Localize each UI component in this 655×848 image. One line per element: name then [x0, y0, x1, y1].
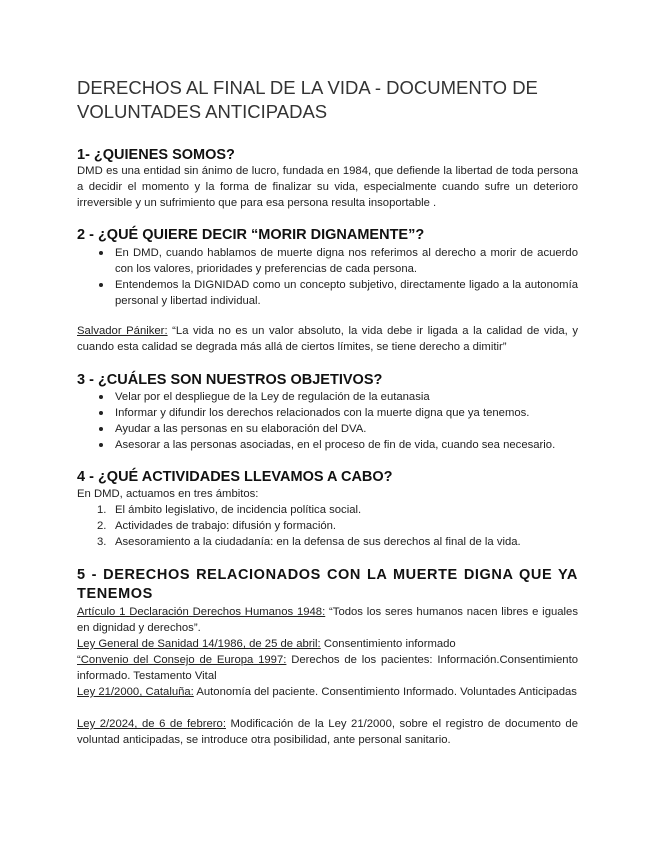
law-description: Autonomía del paciente. Consentimiento Informado. Voluntades Anticipadas [193, 686, 577, 698]
list-item-text: Asesoramiento a la ciudadanía: en la defensa de sus derechos al final de la vida. [115, 536, 521, 548]
law-reference: “Convenio del Consejo de Europa 1997: [77, 654, 287, 666]
law-ley-21-2000 [77, 684, 578, 700]
law-reference: Ley 21/2000, Cataluña: [77, 686, 194, 698]
section-4-numbered-list [77, 502, 578, 550]
section-1-body: DMD es una entidad sin ánimo de lucro, fundada en 1984, que defiende la libertad de toda persona a decidir el momento y la forma de finalizar su vida, especialmente cuando sufre un deterioro irreversible y un sufrimiento que para esa persona resulta insoportable . [77, 165, 578, 209]
law-convenio-europa [77, 652, 578, 684]
law-reference: Ley General de Sanidad 14/1986, de 25 de abril: [77, 638, 321, 650]
section-4-intro: En DMD, actuamos en tres ámbitos: [77, 488, 259, 500]
law-ley-2-2024 [77, 716, 578, 748]
law-reference: Artículo 1 Declaración Derechos Humanos 1948: [77, 606, 326, 618]
quote-text: “La vida no es un valor absoluto, la vida debe ir ligada a la calidad de vida, y cuando esta calidad se degrada más allá de ciertos límites, se tiene derecho a dimitir” [77, 325, 579, 353]
section-4-heading: 4 - ¿QUÉ ACTIVIDADES LLEVAMOS A CABO? [77, 469, 393, 485]
list-item [77, 518, 578, 534]
law-description: Derechos de los pacientes: Información.Consentimiento informado. Testamento Vital [77, 654, 578, 682]
list-item [77, 502, 578, 518]
section-1-heading: 1- ¿QUIENES SOMOS? [77, 147, 235, 163]
list-item-text: Actividades de trabajo: difusión y formación. [115, 520, 337, 532]
document-title: DERECHOS AL FINAL DE LA VIDA - DOCUMENTO DE VOLUNTADES ANTICIPADAS [77, 77, 538, 122]
section-3-bullet-list [77, 389, 578, 453]
law-ley-general-sanidad [77, 636, 578, 652]
list-item: Informar y difundir los derechos relacionados con la muerte digna que ya tenemos. [77, 405, 578, 421]
law-reference: Ley 2/2024, de 6 de febrero: [77, 718, 226, 730]
law-article-1 [77, 604, 578, 636]
section-5-heading: 5 - DERECHOS RELACIONADOS CON LA MUERTE DIGNA QUE YA TENEMOS [77, 567, 578, 602]
list-item-text: El ámbito legislativo, de incidencia política social. [115, 504, 362, 516]
list-item: Velar por el despliegue de la Ley de regulación de la eutanasia [77, 389, 578, 405]
list-number: 2. [97, 520, 107, 532]
section-2-bullet-list [77, 245, 578, 309]
list-item: Entendemos la DIGNIDAD como un concepto subjetivo, directamente ligado a la autonomía personal y libertad individual. [77, 277, 578, 309]
list-number: 1. [97, 504, 107, 516]
list-item: Asesorar a las personas asociadas, en el proceso de fin de vida, cuando sea necesario. [77, 437, 578, 453]
list-item: En DMD, cuando hablamos de muerte digna nos referimos al derecho a morir de acuerdo con los valores, prioridades y preferencias de cada persona. [77, 245, 578, 277]
section-3-heading: 3 - ¿CUÁLES SON NUESTROS OBJETIVOS? [77, 372, 383, 388]
quote-author: Salvador Pániker: [77, 325, 168, 337]
section-2-heading: 2 - ¿QUÉ QUIERE DECIR “MORIR DIGNAMENTE”? [77, 227, 425, 243]
quote-paragraph [77, 323, 578, 355]
list-number: 3. [97, 536, 107, 548]
law-description: “Todos los seres humanos nacen libres e iguales en dignidad y derechos”. [77, 606, 578, 634]
list-item: Ayudar a las personas en su elaboración del DVA. [77, 421, 578, 437]
law-description: Consentimiento informado [320, 638, 456, 650]
law-description: Modificación de la Ley 21/2000, sobre el registro de documento de voluntad anticipadas, se introduce otra posibilidad, ante personal sanitario. [77, 718, 579, 746]
list-item [77, 534, 578, 550]
